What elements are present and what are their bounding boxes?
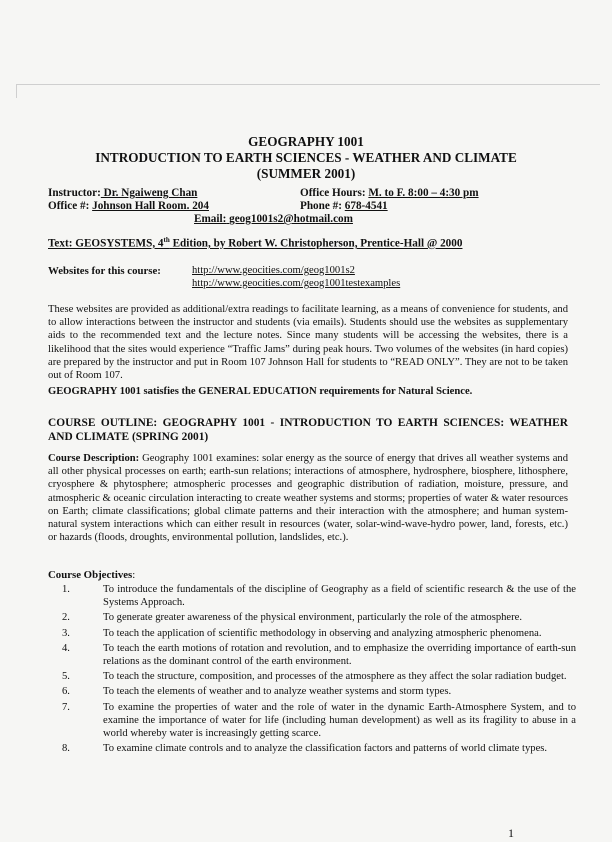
objective-item — [48, 685, 576, 698]
instructor-line — [48, 187, 197, 199]
email-line — [194, 213, 353, 225]
objective-text: To generate greater awareness of the physical environment, particularly the role of the atmosphere. — [103, 612, 523, 624]
email-label: Email: — [194, 213, 227, 225]
websites-label: Websites for this course: — [48, 265, 161, 277]
textbook-line — [48, 236, 462, 250]
objective-text: To examine climate controls and to analyze the classification factors and patterns of world climate types. — [103, 743, 548, 755]
office-hours-label: Office Hours: — [300, 187, 366, 199]
objective-item — [48, 642, 576, 668]
objectives-label: Course Objectives — [48, 569, 133, 581]
objective-number: 8. — [62, 743, 70, 755]
objective-item — [48, 742, 576, 755]
office-line — [48, 200, 209, 212]
office-label: Office #: — [48, 200, 90, 212]
instructor-name: Dr. Ngaiweng Chan — [100, 187, 198, 199]
course-title: INTRODUCTION TO EARTH SCIENCES - WEATHER AND CLIMATE — [95, 150, 517, 165]
website-link-1[interactable]: http://www.geocities.com/geog1001s2 — [192, 265, 355, 276]
office-hours-value: M. to F. 8:00 – 4:30 pm — [368, 187, 479, 199]
description-text: Geography 1001 examines: solar energy as the source of energy that drives all weather systems and all other physical processes on earth; earth-sun relations; interactions of atmosphere, hydrosphere, biosphere, lithosphere, cryosphere & phytosphere; atmospheric processes and geographic distribution of radiation, moisture, pressure, and atmospheric & oceanic circulation interacting to create weather systems and storms; properties of water & water resources on Earth; climate classifications; global climate patterns and their interaction with the atmosphere; and human system-natural system interactions which can either result in resources (water, solar-wind-wave-hydro power, land, forests, etc.) or hazards (floods, droughts, environmental pollution, landslides, etc.). — [48, 453, 568, 544]
instructor-label: Instructor: — [48, 187, 101, 199]
objective-number: 6. — [62, 686, 70, 698]
websites-paragraph: These websites are provided as additional/extra readings to facilitate learning, as a means of convenience for students, and to allow interactions between the instructor and students (via emails). Students should use the websites as supplementary aids to the recommended text and the lecture notes. Since many students will be accessing the websites, there is a likelihood that the sites would experience “Traffic Jams” during peak hours. Two volumes of the websites (in hard copies) are prepared by the instructor and put in Room 107 Johnson Hall for students to “READ ONLY”. They are not to be taken out of Room 107. — [48, 304, 568, 382]
course-header — [40, 134, 572, 182]
website-link-2[interactable]: http://www.geocities.com/geog1001testexamples — [192, 278, 401, 289]
objectives-colon: : — [132, 569, 136, 581]
course-description — [48, 452, 568, 544]
objective-number: 2. — [62, 612, 70, 624]
objective-text: To examine the properties of water and the role of water in the dynamic Earth-Atmosphere System, and to examine the importance of water for life (including human development) as well as its fragility to abuse in a world whereby water is increasingly getting scarce. — [103, 701, 576, 740]
textbook-suffix: Edition, by Robert W. Christopherson, Prentice-Hall @ 2000 — [169, 237, 463, 250]
email-value: geog1001s2@hotmail.com — [229, 213, 353, 225]
objective-number: 3. — [62, 627, 70, 639]
objective-text: To introduce the fundamentals of the discipline of Geography as a field of scientific research & the use of the Systems Approach. — [103, 584, 576, 609]
description-label: Course Description: — [48, 453, 140, 464]
objective-number: 1. — [62, 584, 70, 595]
phone-label: Phone #: — [300, 200, 342, 212]
objective-text: To teach the earth motions of rotation and revolution, and to emphasize the overriding importance of earth-sun relations as the dominant control of the earth environment. — [103, 642, 576, 668]
objective-number: 5. — [62, 671, 70, 683]
textbook-prefix: Text: GEOSYSTEMS, 4 — [48, 237, 164, 250]
objective-number: 7. — [62, 701, 70, 713]
office-hours-line — [300, 187, 479, 199]
gen-ed-statement: GEOGRAPHY 1001 satisfies the GENERAL EDUCATION requirements for Natural Science. — [48, 386, 473, 397]
objective-text: To teach the elements of weather and to analyze weather systems and storm types. — [103, 686, 452, 698]
objective-item — [48, 670, 576, 683]
objective-item — [48, 583, 576, 609]
objective-text: To teach the structure, composition, and processes of the atmosphere as they affect the solar radiation budget. — [103, 671, 567, 683]
scan-edge-line — [16, 84, 600, 85]
objective-item — [48, 611, 576, 624]
objective-number: 4. — [62, 642, 70, 654]
objective-item — [48, 627, 576, 640]
course-term: (SUMMER 2001) — [256, 166, 356, 181]
objectives-list — [48, 583, 576, 757]
office-value: Johnson Hall Room. 204 — [92, 200, 209, 212]
objective-item — [48, 701, 576, 741]
page-number: 1 — [508, 826, 514, 840]
textbook-edition-sup: th — [163, 236, 170, 244]
objective-text: To teach the application of scientific methodology in observing and analyzing atmospheric phenomena. — [103, 627, 542, 639]
phone-value: 678-4541 — [344, 200, 388, 212]
outline-heading: COURSE OUTLINE: GEOGRAPHY 1001 - INTRODUCTION TO EARTH SCIENCES: WEATHER AND CLIMATE (SPRING 2001) — [48, 417, 568, 443]
course-number: GEOGRAPHY 1001 — [248, 134, 364, 149]
scan-edge-mark — [16, 84, 17, 98]
objectives-heading — [48, 569, 135, 581]
phone-line — [300, 200, 388, 212]
